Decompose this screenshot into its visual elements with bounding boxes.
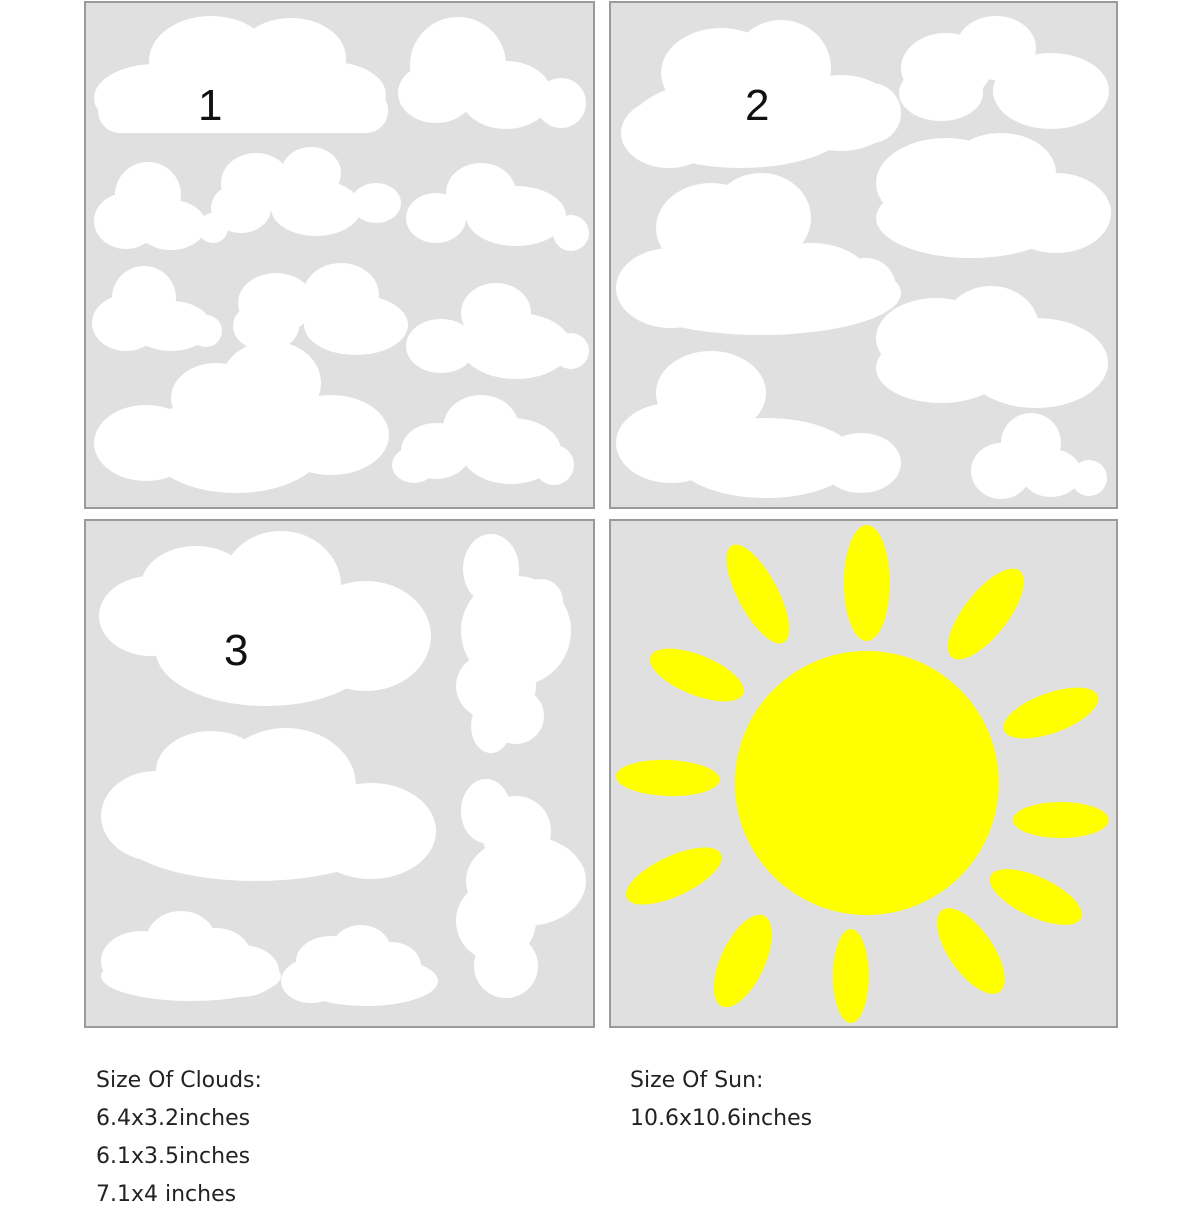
cloud-sticker-large	[876, 286, 1108, 408]
cloud-sticker	[392, 395, 574, 485]
sheet-number: 3	[224, 626, 249, 675]
cloud-sticker-vertical	[456, 534, 571, 753]
cloud-sticker-large	[99, 531, 431, 706]
clouds-size-caption	[96, 1062, 262, 1214]
sheet-number: 1	[198, 81, 223, 130]
cloud-sticker	[281, 925, 438, 1006]
clouds-size-3: 7.1x4 inches	[96, 1182, 237, 1207]
sun-size-1: 10.6x10.6inches	[630, 1106, 813, 1131]
cloud-sticker-large	[616, 351, 901, 498]
cloud-sticker	[406, 283, 589, 379]
cloud-sticker-vertical	[456, 779, 586, 998]
cloud-sticker	[971, 413, 1107, 499]
cloud-sticker	[398, 17, 586, 129]
cloud-sticker	[92, 266, 222, 351]
cloud-sticker	[211, 147, 401, 236]
cloud-sheet-1	[84, 1, 595, 509]
cloud-sticker	[101, 911, 281, 1001]
cloud-sheet-1-stickers	[86, 3, 593, 507]
sun-sheet	[609, 519, 1118, 1028]
cloud-sticker-large	[94, 341, 389, 493]
sheet-number: 2	[745, 81, 770, 130]
cloud-sticker-large	[876, 133, 1111, 258]
cloud-sheet-2	[609, 1, 1118, 509]
cloud-sticker	[899, 16, 1109, 129]
cloud-sheet-3	[84, 519, 595, 1028]
cloud-sheet-3-stickers	[86, 521, 593, 1026]
cloud-sticker-large	[94, 16, 388, 133]
cloud-sticker	[233, 263, 408, 355]
cloud-sticker-large	[101, 728, 436, 881]
cloud-sticker	[406, 163, 589, 251]
cloud-sticker-large	[616, 173, 901, 335]
clouds-size-title: Size Of Clouds:	[96, 1068, 262, 1093]
sun-sticker	[611, 521, 1116, 1026]
cloud-sticker	[94, 162, 228, 250]
sun-disc	[735, 651, 999, 915]
sun-size-caption	[630, 1062, 812, 1138]
clouds-size-2: 6.1x3.5inches	[96, 1144, 251, 1169]
cloud-sheet-2-stickers	[611, 3, 1116, 507]
clouds-size-1: 6.4x3.2inches	[96, 1106, 251, 1131]
sun-size-title: Size Of Sun:	[630, 1068, 764, 1093]
